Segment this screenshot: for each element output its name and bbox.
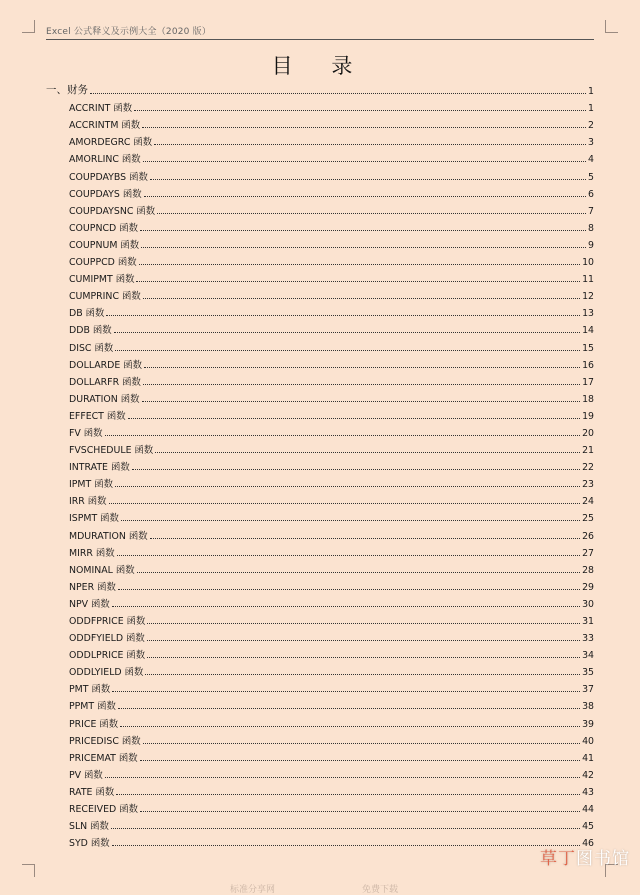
toc-entry[interactable] bbox=[46, 730, 594, 747]
toc-entry-label: FV 函数 bbox=[69, 427, 103, 439]
toc-entry-page: 43 bbox=[582, 786, 594, 798]
toc-entry-label: ACCRINT 函数 bbox=[69, 103, 133, 115]
toc-dot-leader bbox=[118, 589, 580, 590]
toc-entry[interactable] bbox=[46, 559, 594, 576]
watermark bbox=[540, 844, 630, 869]
toc-entry-label: ACCRINTM 函数 bbox=[69, 120, 141, 132]
toc-dot-leader bbox=[143, 298, 580, 299]
page-title: 目 录 bbox=[271, 54, 369, 78]
toc-entry-label: ODDLPRICE 函数 bbox=[69, 650, 146, 662]
page-header bbox=[46, 24, 594, 40]
toc-entry[interactable] bbox=[46, 97, 594, 114]
toc-entry-label: PMT 函数 bbox=[69, 684, 111, 696]
toc-entry[interactable] bbox=[46, 815, 594, 832]
crop-mark-top-right bbox=[605, 20, 618, 33]
toc-entry-label: PV 函数 bbox=[69, 769, 103, 781]
toc-entry-label: FVSCHEDULE 函数 bbox=[69, 445, 154, 457]
watermark-accent-text: 草丁 bbox=[540, 849, 576, 869]
toc-entry-label: SLN 函数 bbox=[69, 821, 109, 833]
toc-entry[interactable] bbox=[46, 217, 594, 234]
toc-entry-page: 1 bbox=[588, 103, 594, 115]
toc-entry-page: 41 bbox=[582, 752, 594, 764]
footer-left-text: 标准分享网 bbox=[230, 885, 276, 895]
toc-entry[interactable] bbox=[46, 183, 594, 200]
toc-entry[interactable] bbox=[46, 507, 594, 524]
toc-dot-leader bbox=[120, 726, 580, 727]
toc-dot-leader bbox=[111, 828, 580, 829]
toc-entry[interactable] bbox=[46, 234, 594, 251]
toc-entry[interactable] bbox=[46, 593, 594, 610]
toc-entry-page: 22 bbox=[582, 462, 594, 474]
toc-entry[interactable] bbox=[46, 661, 594, 678]
toc-entry-label: IRR 函数 bbox=[69, 496, 107, 508]
toc-entry[interactable] bbox=[46, 114, 594, 131]
toc-entry[interactable] bbox=[46, 200, 594, 217]
toc-entry-label: CUMIPMT 函数 bbox=[69, 274, 135, 286]
toc-dot-leader bbox=[144, 196, 586, 197]
toc-entry-page: 44 bbox=[582, 804, 594, 816]
toc-dot-leader bbox=[154, 144, 586, 145]
toc-dot-leader bbox=[147, 640, 580, 641]
toc-entry-page: 4 bbox=[588, 154, 594, 166]
toc-entry[interactable] bbox=[46, 490, 594, 507]
toc-entry-label: COUPDAYS 函数 bbox=[69, 188, 142, 200]
toc-dot-leader bbox=[105, 777, 580, 778]
toc-dot-leader bbox=[105, 435, 581, 436]
toc-entry[interactable] bbox=[46, 80, 594, 97]
toc-entry[interactable] bbox=[46, 524, 594, 541]
toc-entry[interactable] bbox=[46, 781, 594, 798]
toc-dot-leader bbox=[116, 794, 580, 795]
toc-entry-page: 42 bbox=[582, 769, 594, 781]
toc-entry[interactable] bbox=[46, 473, 594, 490]
toc-entry-label: COUPNUM 函数 bbox=[69, 239, 140, 251]
toc-dot-leader bbox=[145, 674, 580, 675]
toc-entry-label: PRICEDISC 函数 bbox=[69, 735, 141, 747]
toc-entry-label: MIRR 函数 bbox=[69, 547, 115, 559]
toc-entry-label: DOLLARDE 函数 bbox=[69, 359, 143, 371]
watermark-text: 图书馆 bbox=[576, 849, 630, 869]
toc-entry-label: RATE 函数 bbox=[69, 786, 115, 798]
toc-dot-leader bbox=[150, 179, 586, 180]
toc-dot-leader bbox=[121, 520, 580, 521]
toc-entry-page: 30 bbox=[582, 598, 594, 610]
toc-dot-leader bbox=[155, 452, 580, 453]
toc-entry[interactable] bbox=[46, 131, 594, 148]
toc-dot-leader bbox=[117, 555, 580, 556]
toc-entry[interactable] bbox=[46, 610, 594, 627]
toc-dot-leader bbox=[150, 538, 580, 539]
toc-entry-page: 33 bbox=[582, 633, 594, 645]
toc-entry-page: 8 bbox=[588, 222, 594, 234]
toc-dot-leader bbox=[144, 367, 580, 368]
toc-entry[interactable] bbox=[46, 712, 594, 729]
toc-entry-label: COUPNCD 函数 bbox=[69, 222, 138, 234]
toc-entry-page: 17 bbox=[582, 376, 594, 388]
toc-entry-page: 7 bbox=[588, 205, 594, 217]
toc-entry-label: CUMPRINC 函数 bbox=[69, 291, 141, 303]
toc-entry[interactable] bbox=[46, 302, 594, 319]
toc-dot-leader bbox=[157, 213, 586, 214]
toc-entry[interactable] bbox=[46, 285, 594, 302]
toc-entry[interactable] bbox=[46, 268, 594, 285]
toc-entry-label: DDB 函数 bbox=[69, 325, 112, 337]
toc-entry-label: NPV 函数 bbox=[69, 598, 110, 610]
toc-entry[interactable] bbox=[46, 456, 594, 473]
toc-entry[interactable] bbox=[46, 251, 594, 268]
toc-entry[interactable] bbox=[46, 354, 594, 371]
toc-entry-page: 1 bbox=[588, 86, 594, 98]
toc-entry[interactable] bbox=[46, 542, 594, 559]
toc-dot-leader bbox=[112, 845, 580, 846]
toc-entry-page: 3 bbox=[588, 137, 594, 149]
toc-dot-leader bbox=[139, 264, 580, 265]
toc-entry-page: 13 bbox=[582, 308, 594, 320]
toc-dot-leader bbox=[128, 418, 580, 419]
toc-dot-leader bbox=[136, 281, 580, 282]
toc-entry-page: 40 bbox=[582, 735, 594, 747]
toc-entry[interactable] bbox=[46, 627, 594, 644]
toc-entry[interactable] bbox=[46, 695, 594, 712]
toc-entry-page: 6 bbox=[588, 188, 594, 200]
toc-entry[interactable] bbox=[46, 832, 594, 849]
toc-entry[interactable] bbox=[46, 747, 594, 764]
toc-dot-leader bbox=[114, 332, 580, 333]
toc-entry-page: 35 bbox=[582, 667, 594, 679]
toc-entry-label: COUPPCD 函数 bbox=[69, 257, 137, 269]
toc-entry-page: 12 bbox=[582, 291, 594, 303]
toc-entry-label: PPMT 函数 bbox=[69, 701, 116, 713]
toc-entry-label: DB 函数 bbox=[69, 308, 105, 320]
toc-entry-label: COUPDAYSNC 函数 bbox=[69, 205, 156, 217]
toc-entry-label: IPMT 函数 bbox=[69, 479, 113, 491]
toc-entry-label: NPER 函数 bbox=[69, 581, 116, 593]
toc-entry-label: DISC 函数 bbox=[69, 342, 114, 354]
toc-entry-page: 15 bbox=[582, 342, 594, 354]
toc-entry-page: 31 bbox=[582, 616, 594, 627]
toc-entry[interactable] bbox=[46, 148, 594, 165]
toc-entry-page: 46 bbox=[582, 838, 594, 850]
toc-entry[interactable] bbox=[46, 644, 594, 661]
toc-entry-label: DOLLARFR 函数 bbox=[69, 376, 141, 388]
toc-entry-label: INTRATE 函数 bbox=[69, 462, 130, 474]
toc-entry[interactable] bbox=[46, 764, 594, 781]
toc-entry-page: 5 bbox=[588, 171, 594, 183]
toc-entry-label: ODDFPRICE 函数 bbox=[69, 616, 146, 627]
toc-dot-leader bbox=[115, 350, 580, 351]
toc-dot-leader bbox=[147, 623, 580, 624]
toc-entry-label: ODDLYIELD 函数 bbox=[69, 667, 144, 679]
toc-dot-leader bbox=[140, 760, 580, 761]
toc-entry-page: 14 bbox=[582, 325, 594, 337]
header-text: Excel 公式释义及示例大全（2020 版） bbox=[46, 27, 212, 37]
toc-entry-page: 27 bbox=[582, 547, 594, 559]
toc-entry-page: 26 bbox=[582, 530, 594, 542]
toc-entry-label: ISPMT 函数 bbox=[69, 513, 119, 525]
toc-entry-page: 23 bbox=[582, 479, 594, 491]
toc-entry[interactable] bbox=[46, 336, 594, 353]
toc-dot-leader bbox=[141, 247, 586, 248]
toc-entry-label: 一、财务 bbox=[46, 84, 88, 97]
toc-dot-leader bbox=[143, 384, 580, 385]
toc-entry-label: AMORLINC 函数 bbox=[69, 154, 141, 166]
toc-entry-page: 2 bbox=[588, 120, 594, 132]
toc-entry-label: PRICEMAT 函数 bbox=[69, 752, 138, 764]
toc-entry-label: EFFECT 函数 bbox=[69, 410, 126, 422]
toc-dot-leader bbox=[140, 230, 586, 231]
toc-entry-page: 29 bbox=[582, 581, 594, 593]
toc-entry[interactable] bbox=[46, 165, 594, 182]
toc-dot-leader bbox=[109, 503, 581, 504]
toc-entry-page: 16 bbox=[582, 359, 594, 371]
toc-entry-page: 39 bbox=[582, 718, 594, 730]
toc-entry[interactable] bbox=[46, 388, 594, 405]
table-of-contents bbox=[46, 80, 594, 849]
toc-entry[interactable] bbox=[46, 371, 594, 388]
toc-dot-leader bbox=[137, 572, 580, 573]
toc-entry-label: DURATION 函数 bbox=[69, 393, 140, 405]
toc-dot-leader bbox=[143, 743, 580, 744]
toc-entry[interactable] bbox=[46, 678, 594, 695]
toc-dot-leader bbox=[140, 811, 580, 812]
toc-dot-leader bbox=[142, 401, 581, 402]
crop-mark-top-left bbox=[22, 20, 35, 33]
toc-entry-label: MDURATION 函数 bbox=[69, 530, 148, 542]
toc-entry-page: 9 bbox=[588, 239, 594, 251]
toc-dot-leader bbox=[106, 315, 580, 316]
crop-mark-bottom-left bbox=[22, 864, 35, 877]
toc-entry-page: 18 bbox=[582, 393, 594, 405]
toc-entry-page: 34 bbox=[582, 650, 594, 662]
toc-entry-page: 21 bbox=[582, 445, 594, 457]
toc-entry-page: 45 bbox=[582, 821, 594, 833]
footer-right-text: 免费下载 bbox=[362, 885, 399, 895]
toc-entry-page: 37 bbox=[582, 684, 594, 696]
toc-entry[interactable] bbox=[46, 576, 594, 593]
toc-entry-label: ODDFYIELD 函数 bbox=[69, 633, 145, 645]
toc-entry[interactable] bbox=[46, 798, 594, 815]
toc-dot-leader bbox=[142, 127, 586, 128]
toc-entry-page: 38 bbox=[582, 701, 594, 713]
toc-entry-page: 24 bbox=[582, 496, 594, 508]
toc-entry-page: 20 bbox=[582, 427, 594, 439]
toc-dot-leader bbox=[90, 93, 586, 94]
toc-entry[interactable] bbox=[46, 439, 594, 456]
toc-entry-label: SYD 函数 bbox=[69, 838, 110, 850]
toc-entry[interactable] bbox=[46, 405, 594, 422]
toc-dot-leader bbox=[132, 469, 580, 470]
toc-entry-page: 11 bbox=[582, 274, 594, 286]
toc-dot-leader bbox=[112, 606, 580, 607]
toc-entry-label: NOMINAL 函数 bbox=[69, 564, 135, 576]
toc-dot-leader bbox=[112, 691, 580, 692]
toc-dot-leader bbox=[143, 161, 586, 162]
toc-dot-leader bbox=[147, 657, 580, 658]
toc-dot-leader bbox=[118, 708, 580, 709]
toc-entry-label: PRICE 函数 bbox=[69, 718, 119, 730]
toc-entry-label: RECEIVED 函数 bbox=[69, 804, 138, 816]
toc-entry-page: 19 bbox=[582, 410, 594, 422]
toc-entry-page: 10 bbox=[582, 257, 594, 269]
toc-entry-label: COUPDAYBS 函数 bbox=[69, 171, 148, 183]
toc-entry[interactable] bbox=[46, 422, 594, 439]
toc-entry[interactable] bbox=[46, 319, 594, 336]
toc-dot-leader bbox=[134, 110, 586, 111]
toc-entry-page: 28 bbox=[582, 564, 594, 576]
toc-entry-page: 25 bbox=[582, 513, 594, 525]
toc-entry-label: AMORDEGRC 函数 bbox=[69, 137, 153, 149]
toc-dot-leader bbox=[115, 486, 580, 487]
